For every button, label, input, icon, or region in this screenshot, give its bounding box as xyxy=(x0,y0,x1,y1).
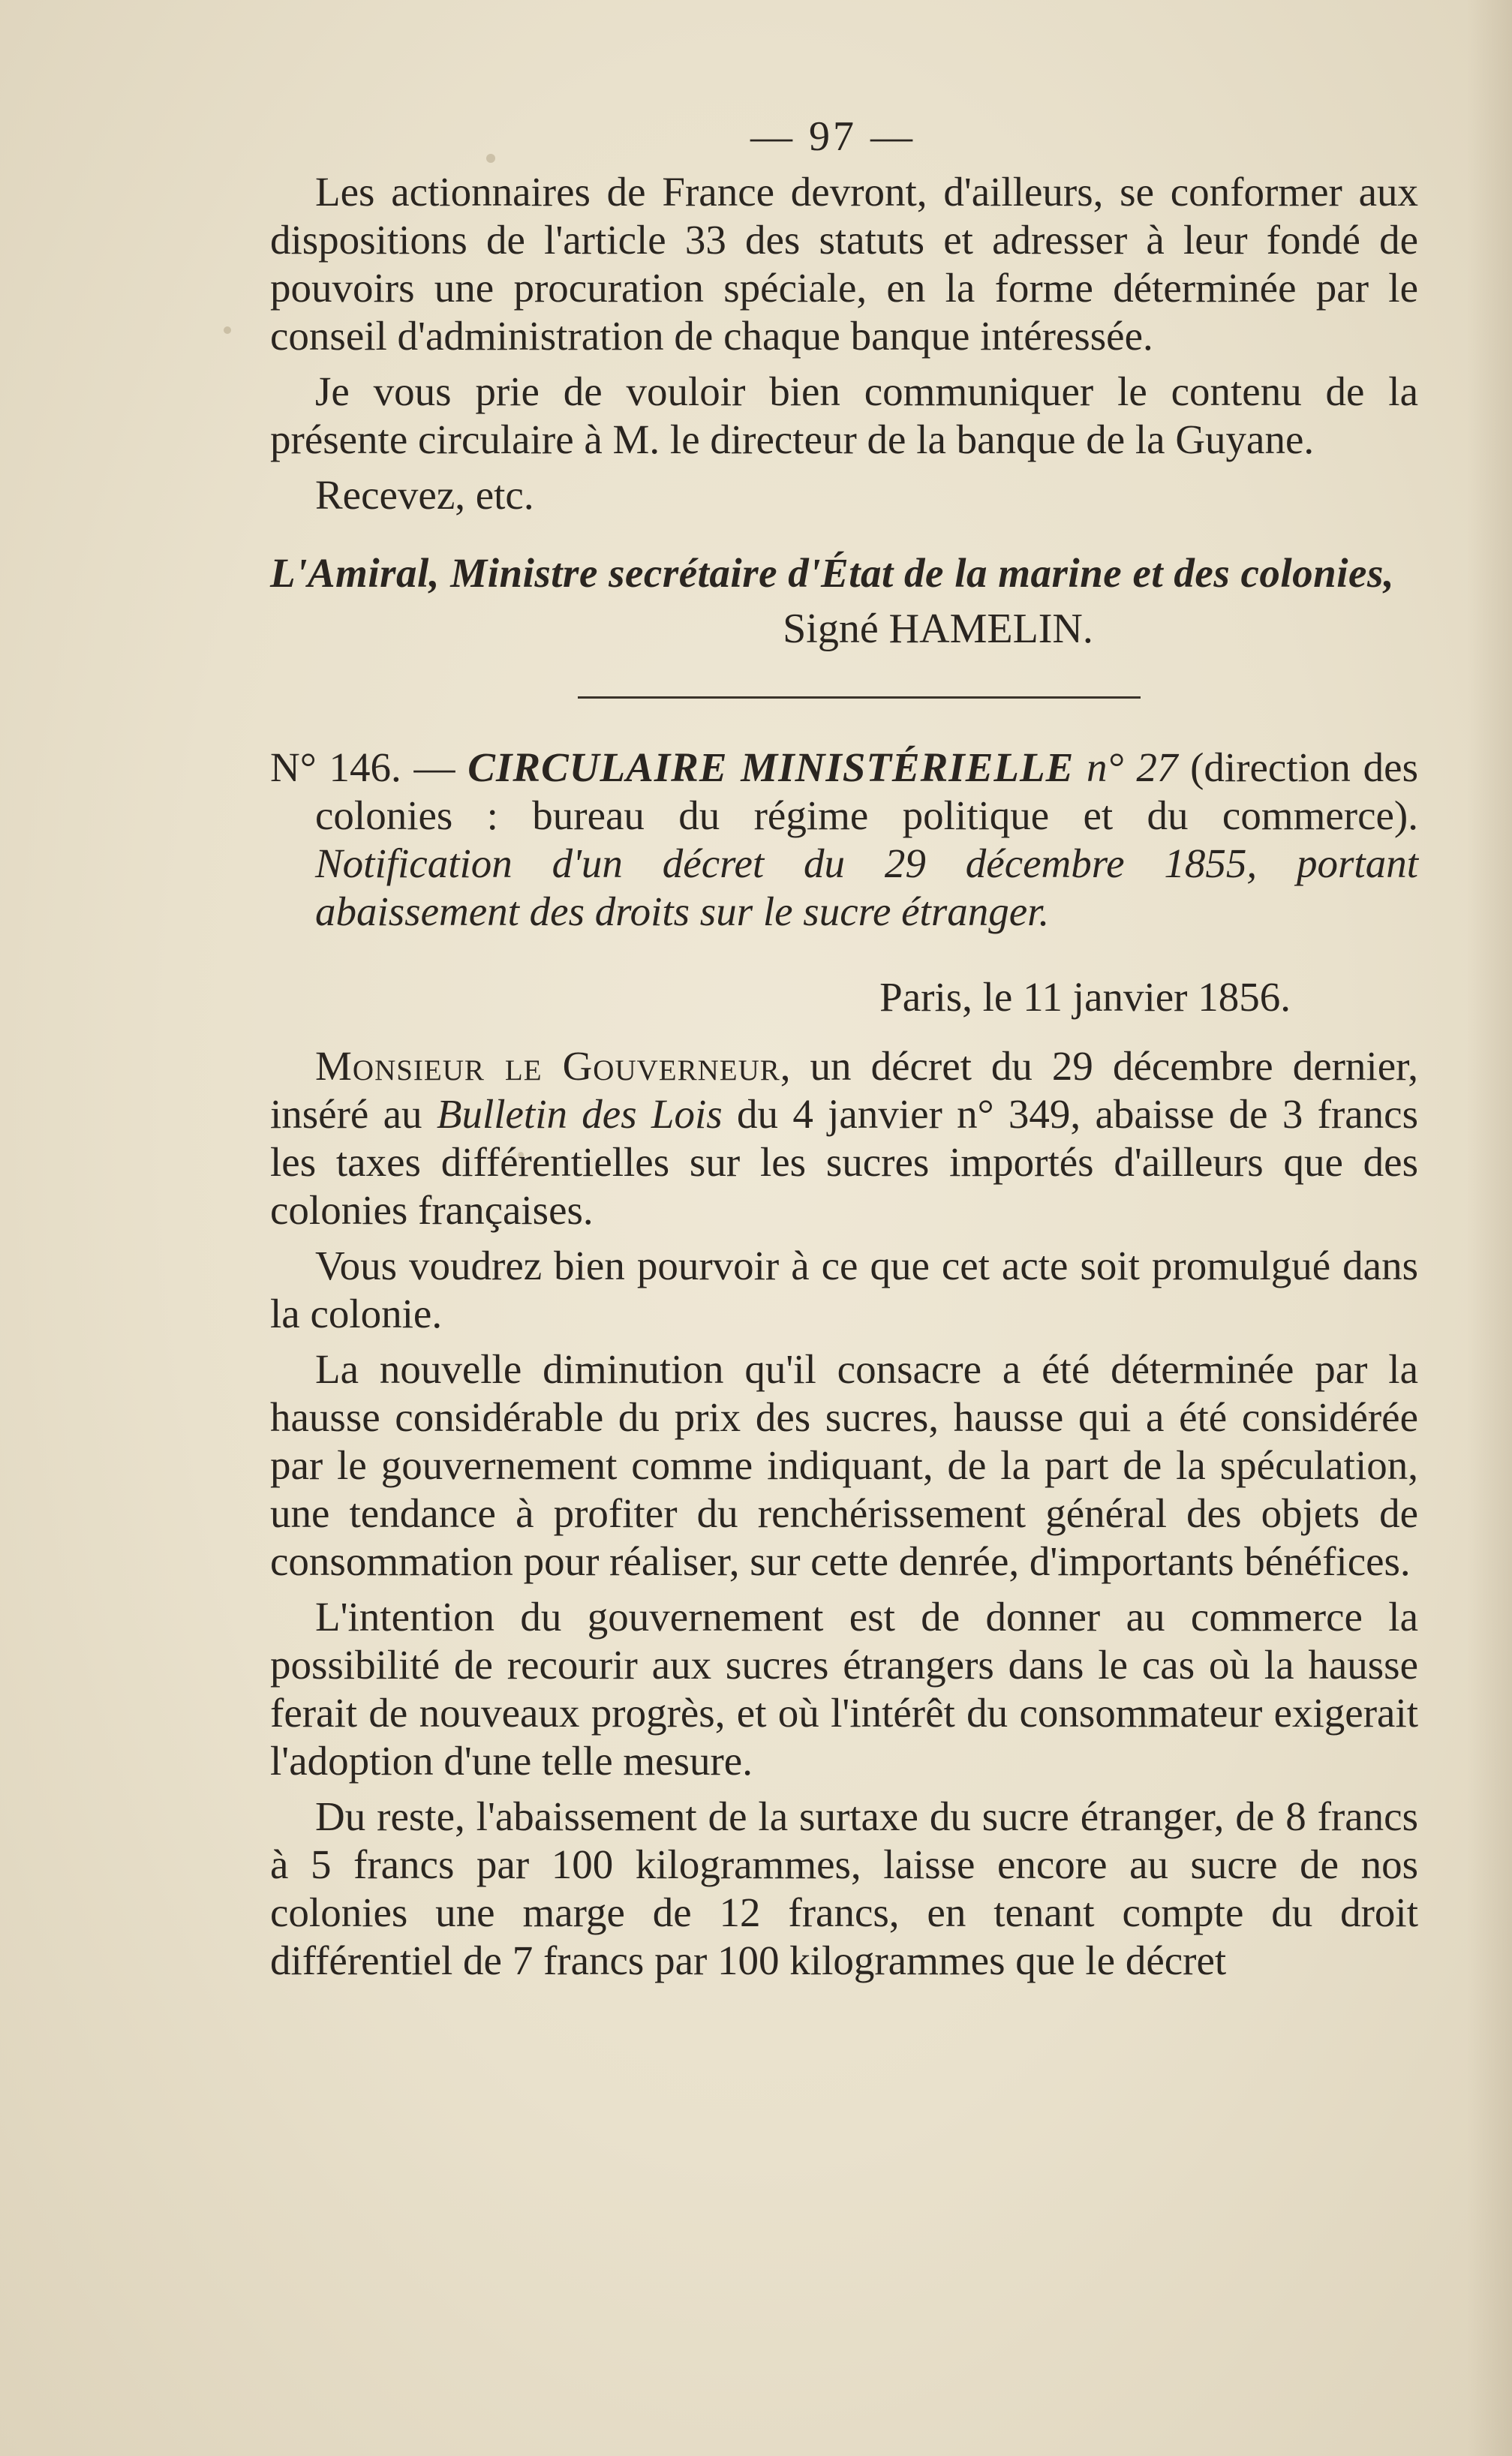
circular-heading xyxy=(270,744,1418,936)
paragraph-monsieur xyxy=(270,1042,1418,1234)
paragraph-actionnaires: Les actionnaires de France devront, d'ailleurs, se conformer aux dispositions de l'article 33 des statuts et adresser à leur fondé de pouvoirs une procuration spéciale, en la forme déterminée par le conseil d'administration de chaque banque intéressée. xyxy=(270,169,1418,359)
circular-subject-date: 29 décembre 1855 xyxy=(884,840,1247,886)
page-text xyxy=(270,113,1418,1992)
circular-title: CIRCULAIRE MINISTÉRIELLE xyxy=(467,744,1075,790)
paragraph-promulgue: Vous voudrez bien pourvoir à ce que cet acte soit promulgué dans la colonie. xyxy=(270,1243,1418,1336)
paragraph-intention: L'intention du gouvernement est de donner au commerce la possibilité de recourir aux sucres étrangers dans le cas où la hausse ferait de nouveaux progrès, et où l'intérêt du consommateur exigerait l'adoption d'une telle mesure. xyxy=(270,1594,1418,1784)
signature-name: Signé HAMELIN. xyxy=(783,606,1093,652)
signature-title: L'Amiral, Ministre secrétaire d'État de la marine et des colonies, xyxy=(270,550,1395,596)
paragraph-monsieur-text-b: du 4 janvier n° 349, abaisse de 3 francs les taxes différentielles sur les sucres importés d'ailleurs que des colonies françaises. xyxy=(270,1091,1418,1233)
circular-direction: (direction des colonies : bureau du régime politique et du commerce). xyxy=(315,744,1418,838)
circular-title-number: n° 27 xyxy=(1074,744,1191,790)
salutation: Monsieur le Gouverneur xyxy=(315,1043,780,1089)
paragraph-surtaxe: Du reste, l'abaissement de la surtaxe du sucre étranger, de 8 francs à 5 francs par 100 kilogrammes, laisse encore au sucre de nos colonies une marge de 12 francs, en tenant compte du droit différentiel de 7 francs par 100 kilogrammes que le décret xyxy=(270,1793,1418,1983)
bulletin-title: Bulletin des Lois xyxy=(436,1091,723,1137)
page-edge-shadow xyxy=(1467,0,1512,2456)
paragraph-monsieur-text-a: , un décret du 29 décembre dernier, inséré au xyxy=(270,1043,1418,1137)
page-number: — 97 — xyxy=(750,113,915,160)
ink-spot xyxy=(224,326,231,334)
dateline: Paris, le 11 janvier 1856. xyxy=(879,974,1291,1020)
circular-subject-prefix: Notification d'un décret du xyxy=(315,840,885,886)
circular-subject-suffix: , portant abaissement des droits sur le sucre étranger. xyxy=(315,840,1418,934)
paragraph-communiquer: Je vous prie de vouloir bien communiquer le contenu de la présente circulaire à M. le directeur de la banque de la Guyane. xyxy=(270,368,1418,462)
section-divider xyxy=(578,696,1141,699)
paragraph-recevez: Recevez, etc. xyxy=(315,472,534,518)
circular-number: N° 146. — xyxy=(270,744,468,790)
paragraph-diminution: La nouvelle diminution qu'il consacre a été déterminée par la hausse considérable du prix des sucres, hausse qui a été considérée par le gouvernement comme indiquant, de la part de la spéculation, une tendance à profiter du renchérissement général des objets de consommation pour réaliser, sur cette denrée, d'importants bénéfices. xyxy=(270,1346,1418,1584)
